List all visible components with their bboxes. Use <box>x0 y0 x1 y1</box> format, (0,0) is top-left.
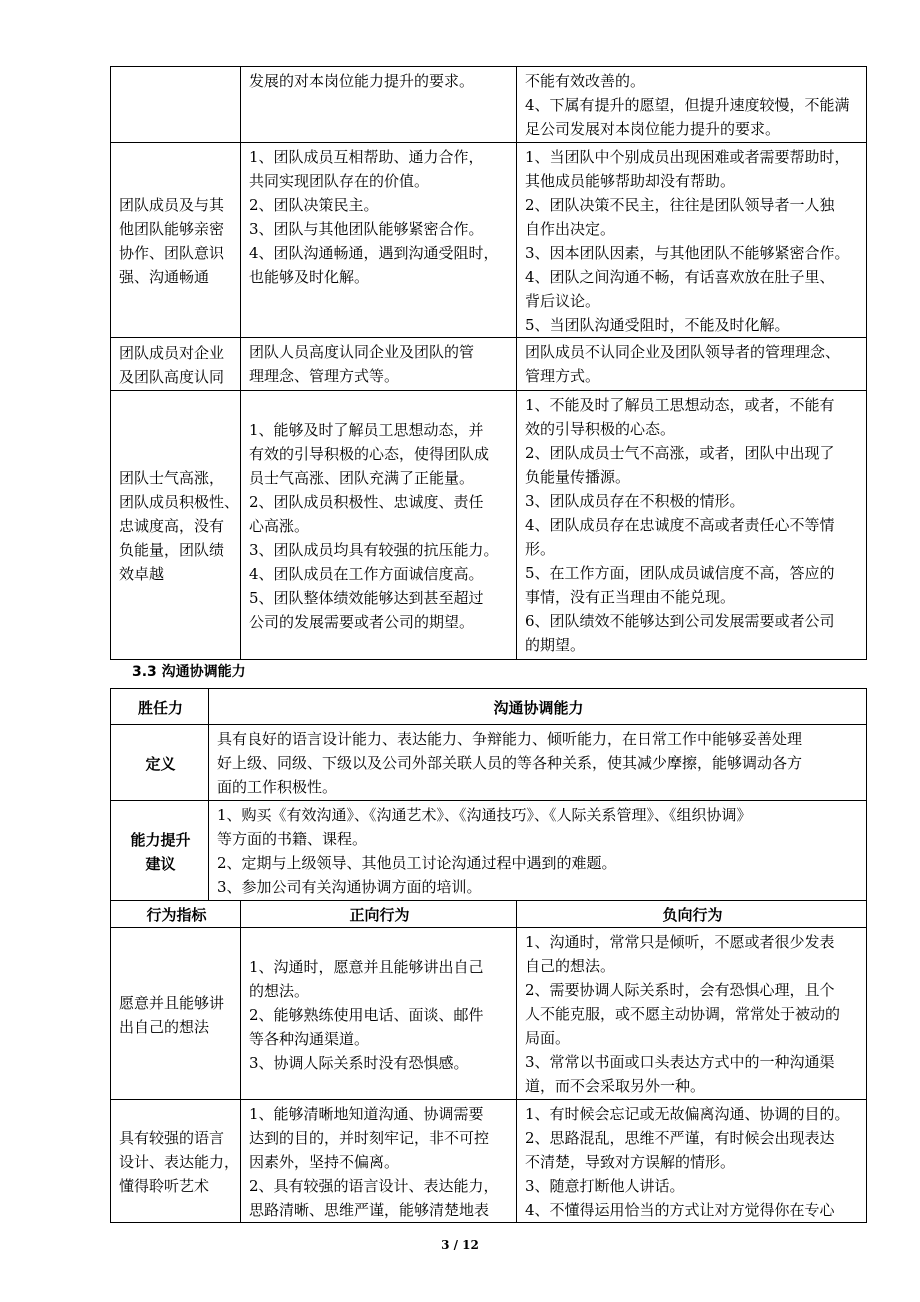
negative-cell-line: 1、沟通时，常常只是倾听，不愿或者很少发表 <box>525 933 835 951</box>
negative-cell-line: 1、不能及时了解员工思想动态，或者，不能有 <box>525 396 835 414</box>
negative-cell-line: 3、因本团队因素，与其他团队不能够紧密合作。 <box>525 244 850 262</box>
definition-line: 具有良好的语言设计能力、表达能力、争辩能力、倾听能力，在日常工作中能够妥善处理 <box>217 730 803 748</box>
negative-cell-line: 6、团队绩效不能够达到公司发展需要或者公司 <box>525 612 835 630</box>
positive-cell-line: 也能够及时化解。 <box>249 268 370 286</box>
table-row <box>111 928 867 1100</box>
positive-cell <box>241 928 517 1100</box>
negative-cell-line: 事情，没有正当理由不能兑现。 <box>525 588 736 606</box>
negative-cell <box>517 67 867 143</box>
indicator-cell-line: 团队成员对企业 <box>119 344 225 362</box>
positive-cell-line: 达到的目的，并时刻牢记，非不可控 <box>249 1129 490 1147</box>
positive-cell-line: 2、具有较强的语言设计、表达能力， <box>249 1177 499 1195</box>
negative-cell <box>517 391 867 660</box>
positive-cell-line: 3、团队与其他团队能够紧密合作。 <box>249 220 484 238</box>
indicator-cell-line: 及团队高度认同 <box>119 368 225 386</box>
positive-cell-line: 共同实现团队存在的价值。 <box>249 172 430 190</box>
negative-cell-line: 自己的想法。 <box>525 957 616 975</box>
indicator-cell-line: 懂得聆听艺术 <box>119 1177 210 1195</box>
positive-cell-line: 4、团队成员在工作方面诚信度高。 <box>249 565 484 583</box>
positive-cell <box>241 1100 517 1223</box>
negative-cell-line: 4、不懂得运用恰当的方式让对方觉得你在专心 <box>525 1201 835 1219</box>
section-heading: 3.3 沟通协调能力 <box>132 664 246 680</box>
negative-cell-line: 人不能克服，或不愿主动协调，常常处于被动的 <box>525 1005 841 1023</box>
negative-cell <box>517 143 867 338</box>
negative-cell-line: 足公司发展对本岗位能力提升的要求。 <box>525 120 781 138</box>
indicator-cell-line: 团队士气高涨， <box>119 469 225 487</box>
negative-cell-line: 背后议论。 <box>525 292 601 310</box>
suggestion-label-line: 能力提升 <box>130 830 191 849</box>
positive-cell-line: 2、团队成员积极性、忠诚度、责任 <box>249 493 484 511</box>
positive-cell-line: 4、团队沟通畅通，遇到沟通受阻时， <box>249 244 499 262</box>
positive-cell <box>241 67 517 143</box>
suggestion-label-line: 建议 <box>145 854 176 873</box>
positive-cell-line: 1、能够清晰地知道沟通、协调需要 <box>249 1105 484 1123</box>
negative-cell-line: 管理方式。 <box>525 367 601 385</box>
negative-cell-line: 3、常常以书面或口头表达方式中的一种沟通渠 <box>525 1053 835 1071</box>
negative-cell <box>517 1100 867 1223</box>
negative-cell-line: 自作出决定。 <box>525 220 616 238</box>
indicator-cell <box>111 67 241 143</box>
negative-cell-line: 形。 <box>525 540 556 558</box>
suggestion-line: 2、定期与上级领导、其他员工讨论沟通过程中遇到的难题。 <box>217 854 617 872</box>
positive-cell-line: 发展的对本岗位能力提升的要求。 <box>249 72 475 90</box>
indicator-cell <box>111 338 241 391</box>
header-positive: 正向行为 <box>241 901 517 928</box>
suggestion-line: 3、参加公司有关沟通协调方面的培训。 <box>217 878 482 896</box>
negative-cell-line: 3、团队成员存在不积极的情形。 <box>525 492 745 510</box>
negative-cell-line: 效的引导积极的心态。 <box>525 420 676 438</box>
positive-cell-line: 员士气高涨、团队充满了正能量。 <box>249 469 475 487</box>
competency-label: 胜任力 <box>111 689 209 725</box>
suggestion-text <box>209 801 867 901</box>
negative-cell <box>517 338 867 391</box>
indicator-cell-line: 团队成员积极性、 <box>119 493 240 511</box>
negative-cell <box>517 928 867 1100</box>
indicator-cell-line: 团队成员及与其 <box>119 196 225 214</box>
positive-cell-line: 等各种沟通渠道。 <box>249 1029 370 1048</box>
positive-cell-line: 1、能够及时了解员工思想动态，并 <box>249 421 484 439</box>
negative-cell-line: 4、团队成员存在忠诚度不高或者责任心不等情 <box>525 516 835 534</box>
table-row <box>111 1100 867 1223</box>
competency-name: 沟通协调能力 <box>209 689 867 725</box>
negative-cell-line: 2、团队决策不民主，往往是团队领导者一人独 <box>525 196 835 214</box>
negative-cell-line: 团队成员不认同企业及团队领导者的管理理念、 <box>525 343 841 361</box>
suggestion-line: 1、购买《有效沟通》、《沟通艺术》、《沟通技巧》、《人际关系管理》、《组织协调》 <box>217 806 752 824</box>
indicator-cell <box>111 1100 241 1223</box>
indicator-cell <box>111 391 241 660</box>
positive-cell-line: 的想法。 <box>249 981 310 1000</box>
indicator-cell-line: 设计、表达能力， <box>119 1153 240 1171</box>
negative-cell-line: 1、有时候会忘记或无故偏离沟通、协调的目的。 <box>525 1105 850 1123</box>
positive-cell-line: 因素外，坚持不偏离。 <box>249 1153 400 1171</box>
negative-cell-line: 2、需要协调人际关系时，会有恐惧心理，且个 <box>525 981 835 999</box>
positive-cell <box>241 338 517 391</box>
header-indicator: 行为指标 <box>111 901 241 928</box>
indicator-cell-line: 忠诚度高，没有 <box>119 517 225 535</box>
communication-competency-table <box>110 688 867 1223</box>
positive-cell-line: 2、能够熟练使用电话、面谈、邮件 <box>249 1005 484 1024</box>
positive-cell <box>241 143 517 338</box>
positive-cell <box>241 391 517 660</box>
table-row <box>111 391 867 660</box>
team-behavior-table <box>110 66 867 660</box>
negative-cell-line: 负能量传播源。 <box>525 468 631 486</box>
positive-cell-line: 1、团队成员互相帮助、通力合作， <box>249 148 484 166</box>
definition-line: 好上级、同级、下级以及公司外部关联人员的等各种关系，使其减少摩擦，能够调动各方 <box>217 754 803 772</box>
suggestion-label <box>111 801 209 901</box>
negative-cell-line: 2、思路混乱，思维不严谨，有时候会出现表达 <box>525 1129 835 1147</box>
indicator-cell-line: 协作、团队意识 <box>119 244 225 262</box>
positive-cell-line: 理理念、管理方式等。 <box>249 367 400 385</box>
indicator-cell <box>111 928 241 1100</box>
positive-cell-line: 1、沟通时，愿意并且能够讲出自己 <box>249 957 484 976</box>
negative-cell-line: 不清楚，导致对方误解的情形。 <box>525 1153 736 1171</box>
negative-cell-line: 的期望。 <box>525 636 586 654</box>
positive-cell-line: 心高涨。 <box>249 517 310 535</box>
negative-cell-line: 1、当团队中个别成员出现困难或者需要帮助时， <box>525 148 850 166</box>
page-number: 3 / 12 <box>441 1238 479 1252</box>
table-row <box>111 67 867 143</box>
table-row <box>111 338 867 391</box>
negative-cell-line: 其他成员能够帮助却没有帮助。 <box>525 172 736 190</box>
indicator-cell-line: 出自己的想法 <box>119 1017 210 1036</box>
positive-cell-line: 3、协调人际关系时没有恐惧感。 <box>249 1053 469 1072</box>
negative-cell-line: 局面。 <box>525 1029 571 1047</box>
indicator-cell-line: 负能量，团队绩 <box>119 541 225 559</box>
table-row <box>111 143 867 338</box>
definition-text <box>209 725 867 801</box>
negative-cell-line: 4、团队之间沟通不畅，有话喜欢放在肚子里、 <box>525 268 835 286</box>
positive-cell-line: 有效的引导积极的心态，使得团队成 <box>249 445 490 463</box>
negative-cell-line: 2、团队成员士气不高涨，或者，团队中出现了 <box>525 444 835 462</box>
indicator-cell-line: 他团队能够亲密 <box>119 220 225 238</box>
suggestion-line: 等方面的书籍、课程。 <box>217 830 368 848</box>
header-negative: 负向行为 <box>517 901 867 928</box>
negative-cell-line: 5、当团队沟通受阻时，不能及时化解。 <box>525 316 790 334</box>
indicator-cell-line: 效卓越 <box>119 565 165 583</box>
definition-label: 定义 <box>111 725 209 801</box>
positive-cell-line: 2、团队决策民主。 <box>249 196 379 214</box>
definition-line: 面的工作积极性。 <box>217 778 338 796</box>
positive-cell-line: 团队人员高度认同企业及团队的管 <box>249 343 475 361</box>
negative-cell-line: 不能有效改善的。 <box>525 72 646 90</box>
positive-cell-line: 思路清晰、思维严谨，能够清楚地表 <box>249 1201 490 1219</box>
positive-cell-line: 5、团队整体绩效能够达到甚至超过 <box>249 589 484 607</box>
negative-cell-line: 3、随意打断他人讲话。 <box>525 1177 685 1195</box>
negative-cell-line: 4、下属有提升的愿望，但提升速度较慢，不能满 <box>525 96 850 114</box>
indicator-cell-line: 愿意并且能够讲 <box>119 993 225 1012</box>
positive-cell-line: 公司的发展需要或者公司的期望。 <box>249 613 475 631</box>
indicator-cell-line: 具有较强的语言 <box>119 1129 225 1147</box>
positive-cell-line: 3、团队成员均具有较强的抗压能力。 <box>249 541 499 559</box>
negative-cell-line: 5、在工作方面，团队成员诚信度不高，答应的 <box>525 564 835 582</box>
negative-cell-line: 道，而不会采取另外一种。 <box>525 1077 706 1095</box>
indicator-cell-line: 强、沟通畅通 <box>119 268 210 286</box>
indicator-cell <box>111 143 241 338</box>
